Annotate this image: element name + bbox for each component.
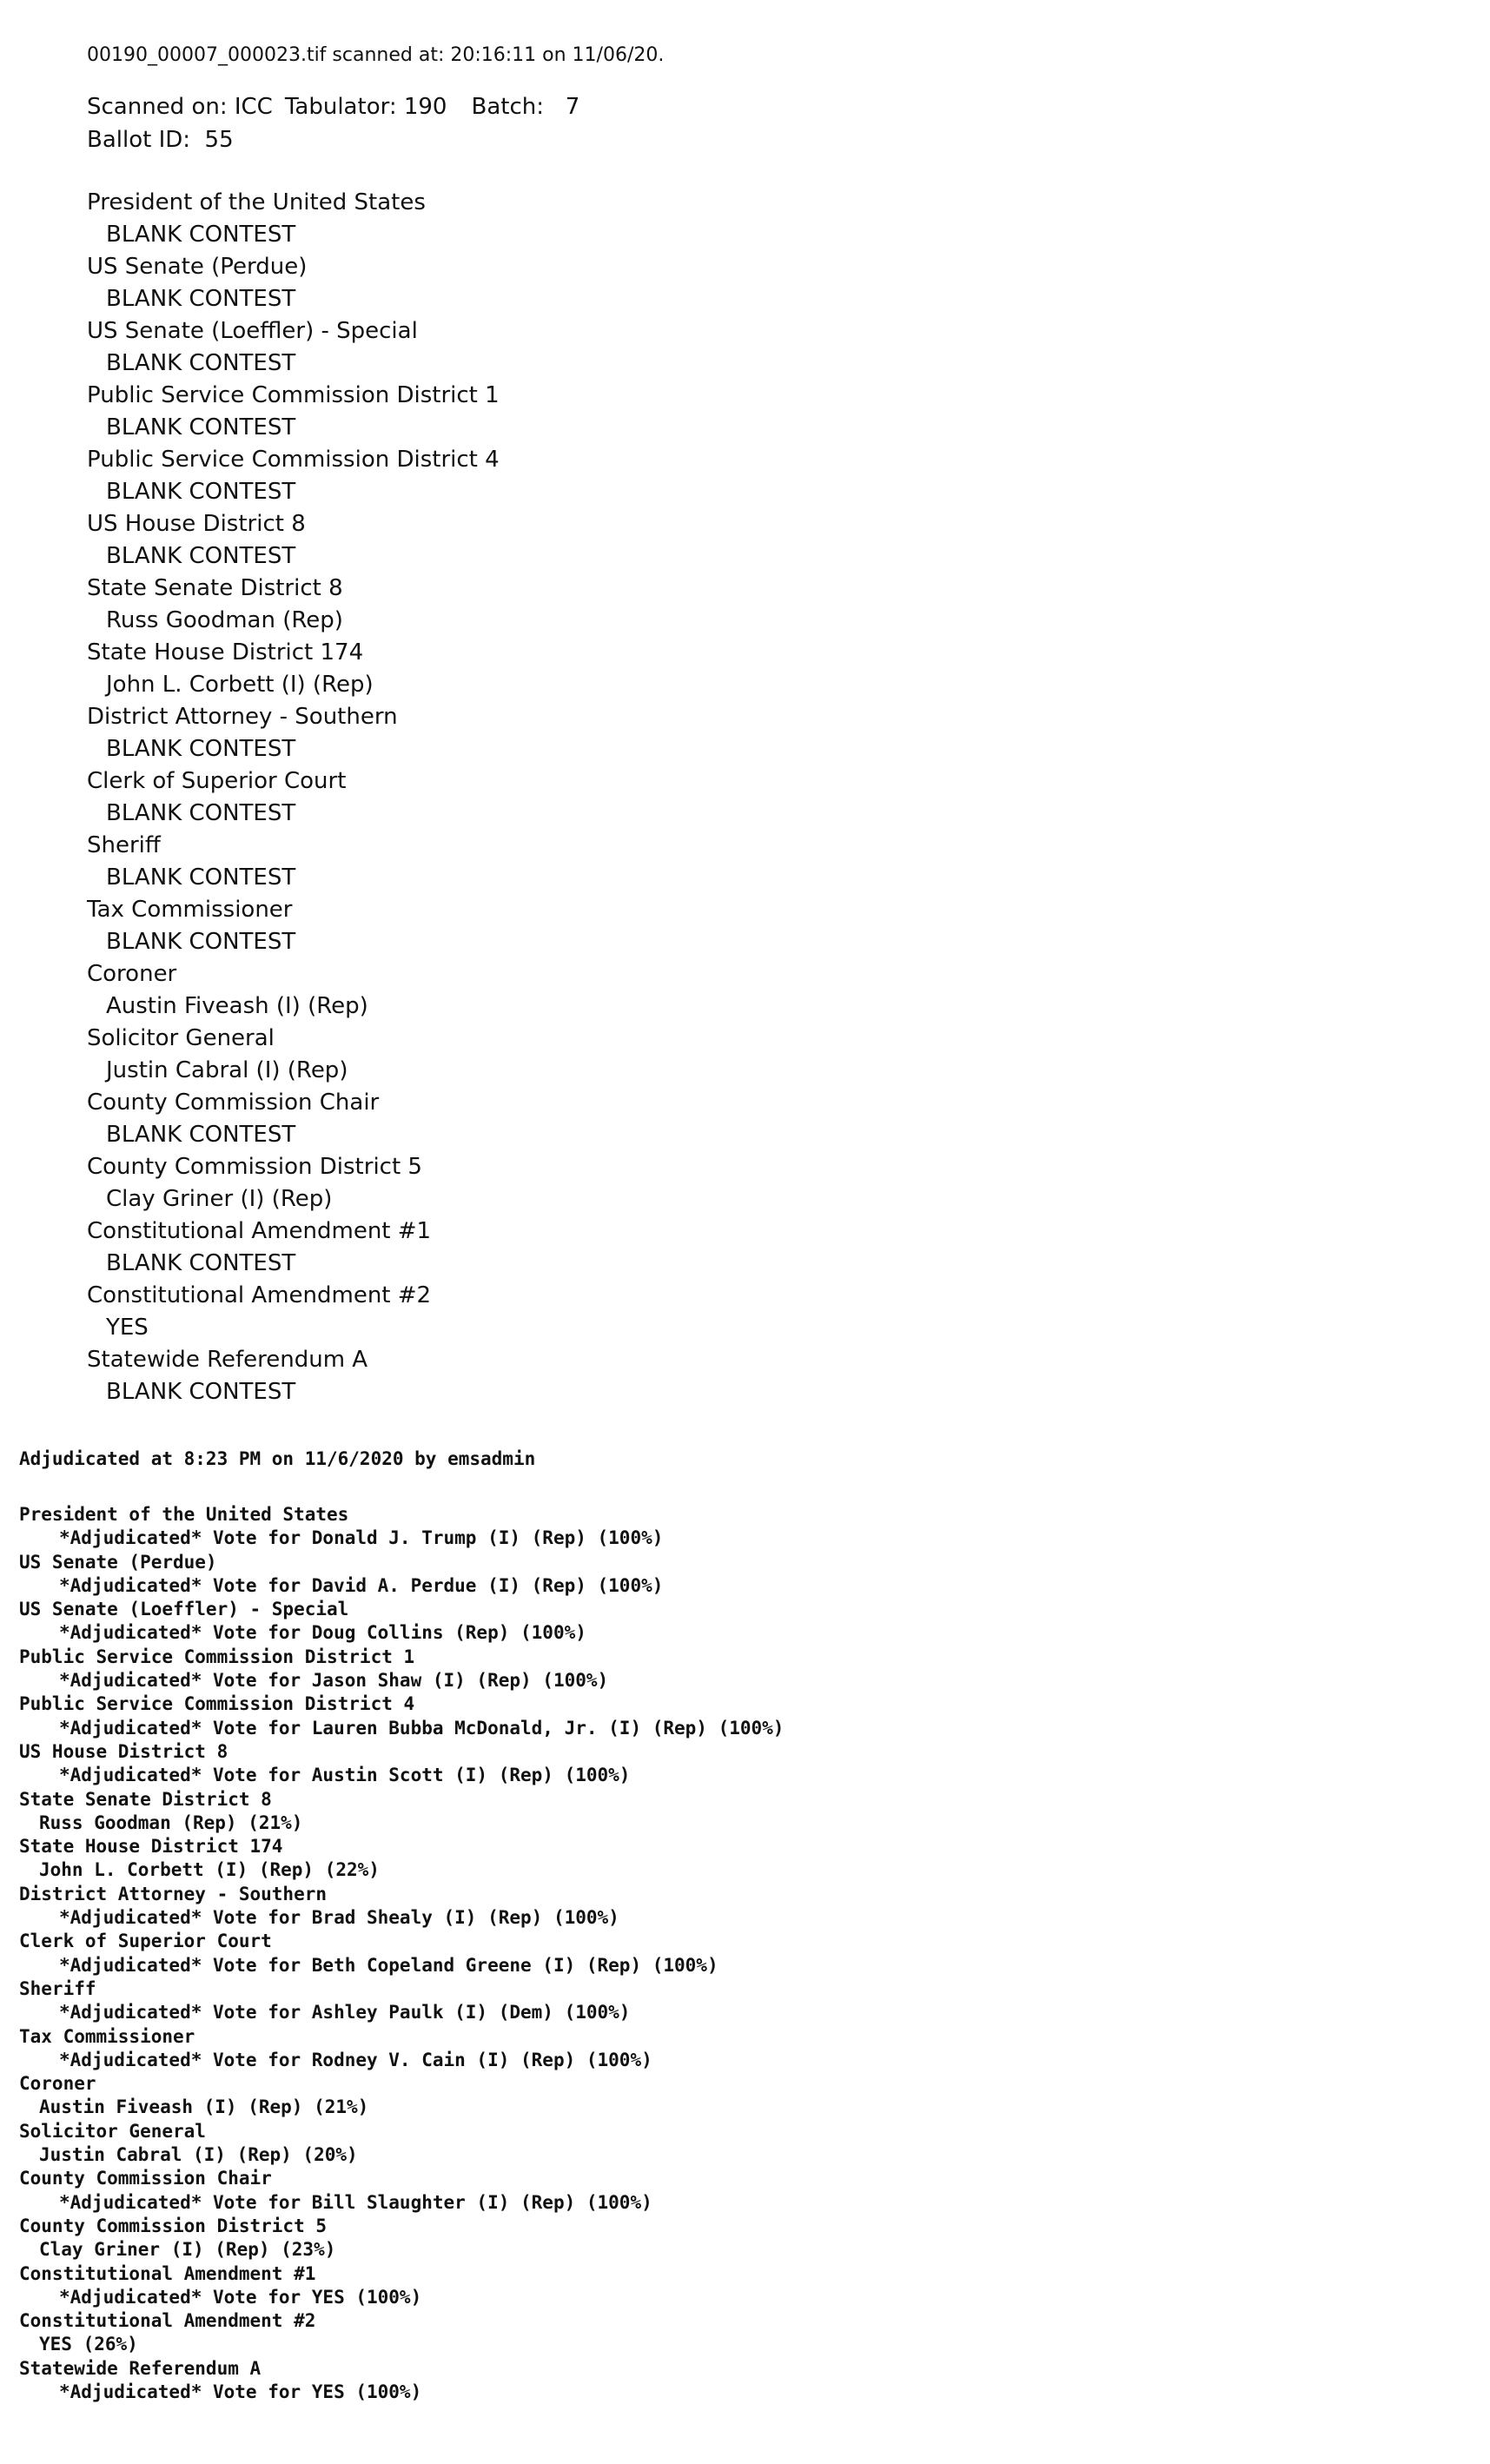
contest-title: Coroner: [87, 961, 177, 987]
adjudicated-contest-result: *Adjudicated* Vote for Donald J. Trump (I) (Rep) (100%): [59, 1527, 664, 1549]
adjudicated-contest-title: Tax Commissioner: [19, 2025, 195, 2047]
contest-choice: John L. Corbett (I) (Rep): [106, 672, 374, 698]
adjudicated-contest-result: *Adjudicated* Vote for Austin Scott (I) (Rep) (100%): [59, 1765, 631, 1786]
contest-title: US Senate (Perdue): [87, 254, 308, 280]
contest-choice: BLANK CONTEST: [106, 222, 296, 248]
adjudicated-contest-result: Justin Cabral (I) (Rep) (20%): [39, 2144, 358, 2166]
adjudicated-contest-title: Constitutional Amendment #1: [19, 2262, 316, 2284]
adjudicated-contest-title: Clerk of Superior Court: [19, 1931, 272, 1952]
contest-choice: BLANK CONTEST: [106, 479, 296, 505]
adjudicated-contest-title: Solicitor General: [19, 2120, 206, 2142]
scan-meta-line: [87, 90, 1303, 123]
adjudicated-contest-result: YES (26%): [39, 2334, 138, 2355]
contest-title: US House District 8: [87, 511, 306, 537]
contest-title: Statewide Referendum A: [87, 1347, 368, 1373]
adjudicated-contest-result: *Adjudicated* Vote for YES (100%): [59, 2286, 422, 2308]
adjudication-section: [19, 1444, 1453, 2404]
contest-title: Solicitor General: [87, 1025, 275, 1051]
contest-choice: BLANK CONTEST: [106, 350, 296, 376]
contest-title: State Senate District 8: [87, 575, 343, 601]
tabulator-label: Tabulator: 190: [284, 94, 447, 120]
adjudicated-contest-result: *Adjudicated* Vote for Brad Shealy (I) (Rep) (100%): [59, 1907, 619, 1929]
adjudicated-contest-title: Public Service Commission District 4: [19, 1693, 415, 1715]
adjudicated-contest-result: Austin Fiveash (I) (Rep) (21%): [39, 2096, 369, 2118]
adjudicated-contest-result: *Adjudicated* Vote for Ashley Paulk (I) (Dem) (100%): [59, 2002, 631, 2024]
adjudicated-contest-title: Public Service Commission District 1: [19, 1646, 415, 1667]
adjudicated-contest-result: Clay Griner (I) (Rep) (23%): [39, 2239, 336, 2261]
scanned-ballot-section: [87, 40, 1303, 1408]
contest-choice: BLANK CONTEST: [106, 414, 296, 440]
adjudicated-contest-title: Sheriff: [19, 1977, 96, 1999]
scan-meta: [87, 90, 1303, 156]
contest-choice: BLANK CONTEST: [106, 800, 296, 826]
batch-label: Batch: 7: [471, 94, 580, 120]
adjudicated-contest-title: State House District 174: [19, 1836, 283, 1858]
contest-choice: BLANK CONTEST: [106, 1250, 296, 1276]
scanned-on-label: Scanned on: ICC: [87, 94, 273, 120]
contest-choice: BLANK CONTEST: [106, 736, 296, 762]
adjudicated-contest-result: John L. Corbett (I) (Rep) (22%): [39, 1859, 380, 1881]
contest-title: Public Service Commission District 1: [87, 382, 500, 408]
contest-choice: BLANK CONTEST: [106, 929, 296, 955]
adjudicated-contest-title: US House District 8: [19, 1740, 228, 1762]
scan-contest-list: [87, 187, 1303, 1408]
adjudicated-contest-result: *Adjudicated* Vote for Doug Collins (Rep) (100%): [59, 1622, 586, 1644]
contest-choice: BLANK CONTEST: [106, 1122, 296, 1148]
contest-title: County Commission Chair: [87, 1090, 380, 1116]
adjudicated-contest-title: Coroner: [19, 2073, 96, 2095]
adjudicated-contest-result: *Adjudicated* Vote for Jason Shaw (I) (Rep) (100%): [59, 1670, 609, 1692]
contest-title: State House District 174: [87, 639, 364, 666]
contest-choice: BLANK CONTEST: [106, 543, 296, 569]
contest-choice: BLANK CONTEST: [106, 864, 296, 891]
adjudicated-contest-title: US Senate (Perdue): [19, 1551, 217, 1573]
contest-title: District Attorney - Southern: [87, 704, 398, 730]
contest-title: County Commission District 5: [87, 1154, 422, 1180]
contest-title: Public Service Commission District 4: [87, 447, 500, 473]
contest-choice: BLANK CONTEST: [106, 286, 296, 312]
contest-choice: Austin Fiveash (I) (Rep): [106, 993, 368, 1019]
adjudicated-contest-title: State Senate District 8: [19, 1788, 272, 1810]
adjudicated-contest-result: *Adjudicated* Vote for Beth Copeland Greene (I) (Rep) (100%): [59, 1954, 719, 1976]
scan-file-line: 00190_00007_000023.tif scanned at: 20:16:11 on 11/06/20.: [87, 44, 665, 66]
adjudicated-contest-title: Constitutional Amendment #2: [19, 2310, 316, 2332]
adjudicated-contest-title: Statewide Referendum A: [19, 2357, 262, 2379]
adjudicated-contest-result: Russ Goodman (Rep) (21%): [39, 1812, 303, 1833]
adjudicated-contest-title: County Commission Chair: [19, 2168, 272, 2189]
ballot-id: Ballot ID: 55: [87, 127, 234, 153]
contest-choice: Justin Cabral (I) (Rep): [106, 1057, 348, 1083]
adjudicated-contest-title: County Commission District 5: [19, 2215, 328, 2236]
contest-choice: Clay Griner (I) (Rep): [106, 1186, 333, 1212]
contest-title: President of the United States: [87, 189, 426, 215]
adjudication-contest-list: [19, 1503, 1453, 2404]
contest-title: US Senate (Loeffler) - Special: [87, 318, 418, 344]
adjudication-header: Adjudicated at 8:23 PM on 11/6/2020 by emsadmin: [19, 1448, 536, 1469]
adjudicated-contest-title: US Senate (Loeffler) - Special: [19, 1599, 349, 1620]
adjudicated-contest-result: *Adjudicated* Vote for Rodney V. Cain (I) (Rep) (100%): [59, 2049, 652, 2070]
contest-title: Sheriff: [87, 832, 161, 858]
contest-title: Constitutional Amendment #1: [87, 1218, 432, 1244]
contest-choice: BLANK CONTEST: [106, 1379, 296, 1405]
contest-choice: Russ Goodman (Rep): [106, 607, 343, 633]
adjudicated-contest-result: *Adjudicated* Vote for Bill Slaughter (I) (Rep) (100%): [59, 2191, 652, 2213]
contest-title: Clerk of Superior Court: [87, 768, 347, 794]
adjudicated-contest-result: *Adjudicated* Vote for David A. Perdue (I) (Rep) (100%): [59, 1574, 664, 1596]
adjudicated-contest-title: District Attorney - Southern: [19, 1883, 328, 1904]
contest-title: Constitutional Amendment #2: [87, 1282, 432, 1308]
adjudicated-contest-title: President of the United States: [19, 1504, 349, 1525]
adjudicated-contest-result: *Adjudicated* Vote for Lauren Bubba McDonald, Jr. (I) (Rep) (100%): [59, 1717, 785, 1739]
contest-choice: YES: [106, 1315, 149, 1341]
contest-title: Tax Commissioner: [87, 897, 293, 923]
adjudicated-contest-result: *Adjudicated* Vote for YES (100%): [59, 2381, 422, 2402]
